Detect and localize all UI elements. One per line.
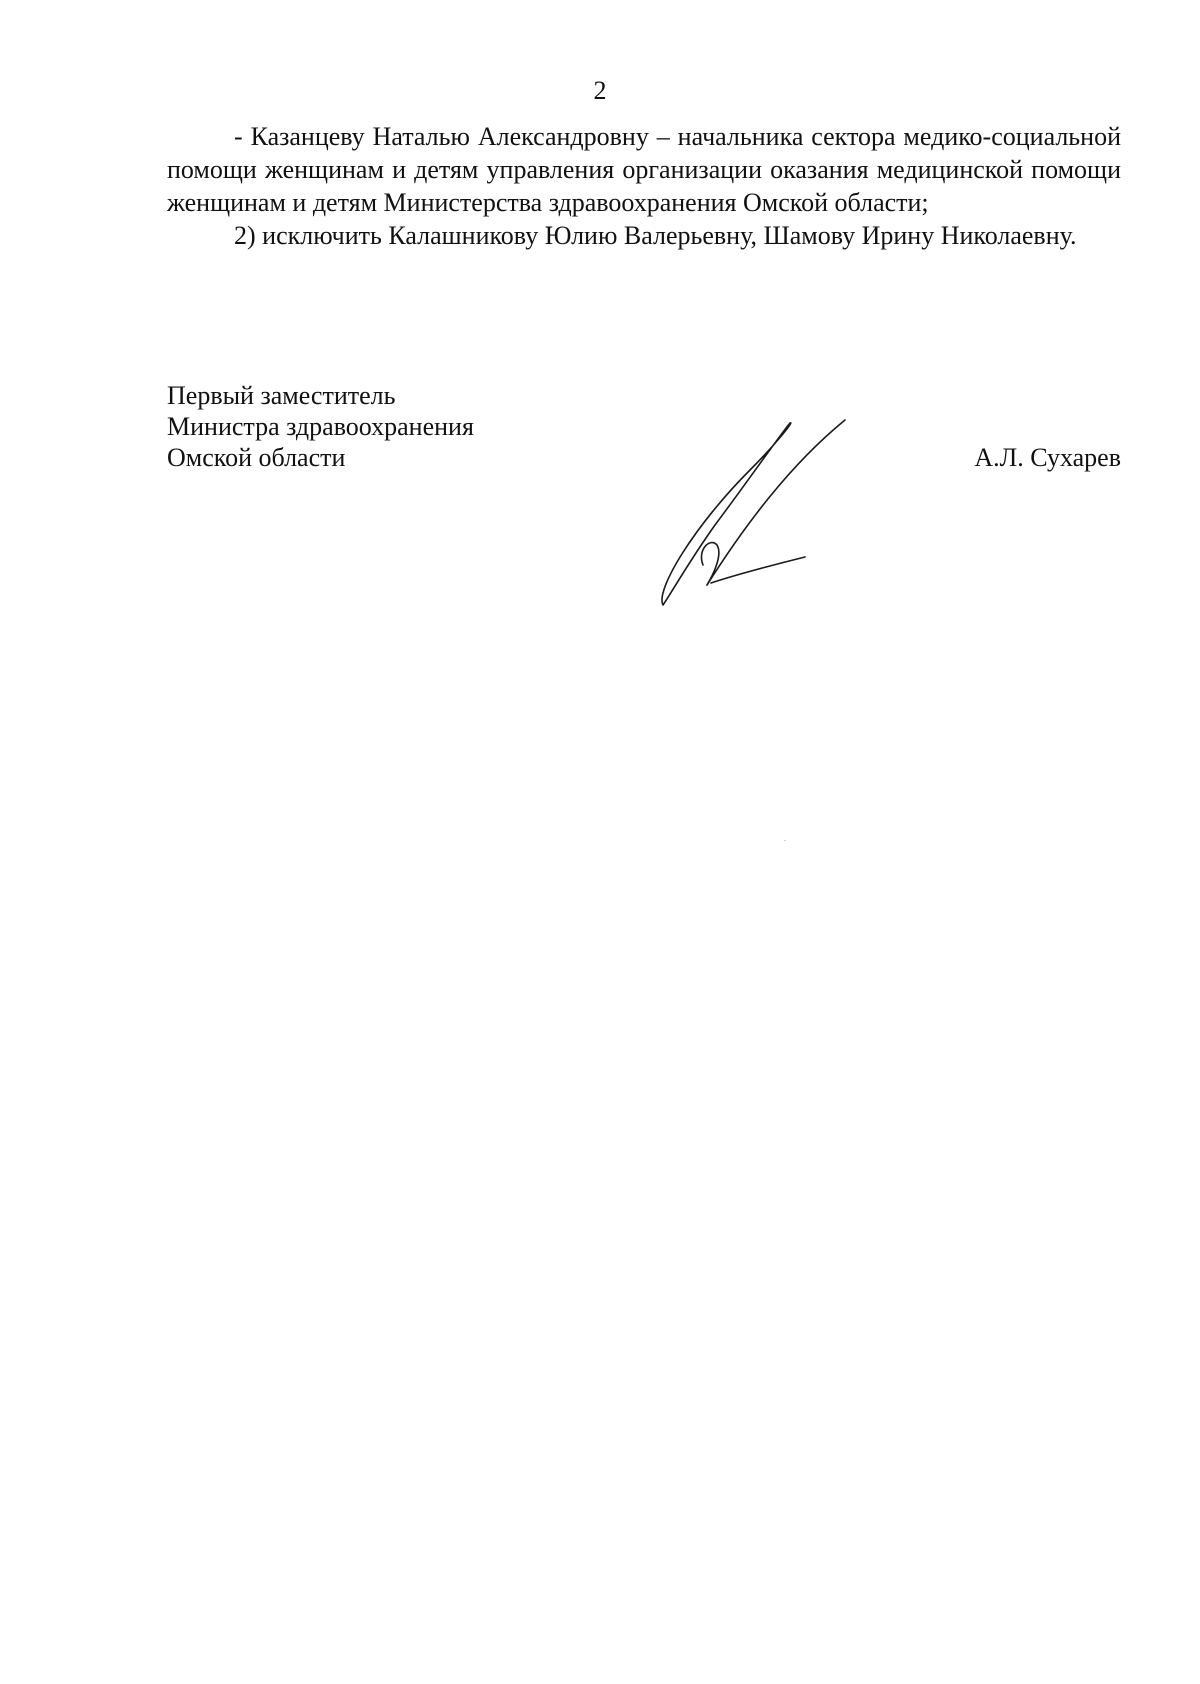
signer-position-line: Омской области: [167, 443, 346, 472]
handwritten-signature: [655, 415, 875, 615]
signature-block: [167, 380, 1121, 473]
signer-position-line: Первый заместитель: [167, 381, 396, 410]
scan-speck: [784, 840, 786, 841]
page-number: 2: [593, 76, 607, 105]
signer-name: А.Л. Сухарев: [974, 443, 1121, 472]
signer-position-line: Министра здравоохранения: [167, 412, 474, 441]
document-body: [167, 120, 1121, 252]
paragraph-exclusion: 2) исключить Калашникову Юлию Валерьевну, Шамову Ирину Николаевну.: [234, 221, 1077, 250]
paragraph-appointment: - Казанцеву Наталью Александровну – начальника сектора медико-социальной помощи женщинам и детям управления организации оказания медицинской помощи женщинам и детям Министерства здравоохранения Омской области;: [167, 122, 1121, 217]
